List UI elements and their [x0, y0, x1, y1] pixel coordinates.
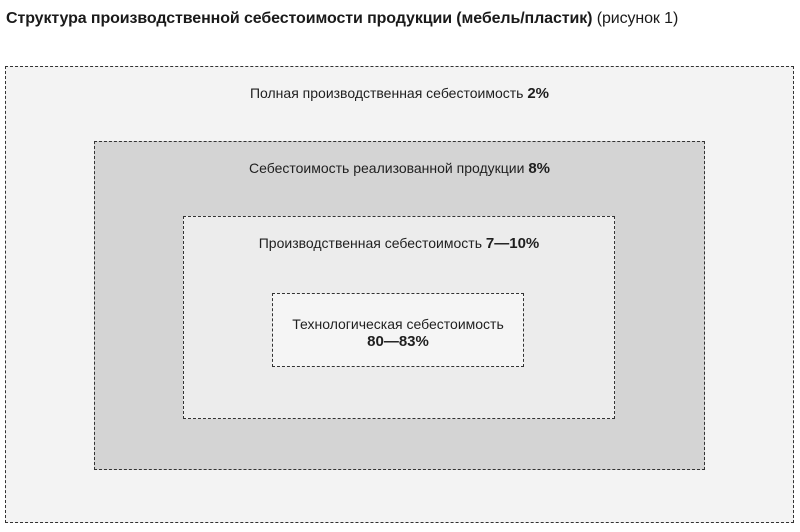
level-2-percent: 8%: [528, 160, 551, 177]
figure-title: [6, 9, 678, 29]
level-4-text: Технологическая себестоимость: [292, 316, 504, 332]
figure-title-caption: (рисунок 1): [592, 10, 679, 27]
level-2-label: [95, 159, 704, 178]
level-3-text: Производственная себестоимость: [258, 235, 486, 251]
level-4-percent: 80—83%: [367, 333, 429, 350]
level-3-label: [184, 234, 614, 253]
level-1-text: Полная производственная себестоимость: [249, 85, 528, 101]
level-2-text: Себестоимость реализованной продукции: [248, 160, 529, 176]
level-1-label: [6, 84, 793, 103]
figure-title-main: Структура производственной себестоимости продукции (мебель/пластик): [6, 10, 593, 27]
level-1-percent: 2%: [527, 85, 550, 102]
level-technological-cost: [272, 293, 524, 367]
level-4-label: [273, 315, 523, 350]
level-3-percent: 7—10%: [485, 235, 540, 252]
